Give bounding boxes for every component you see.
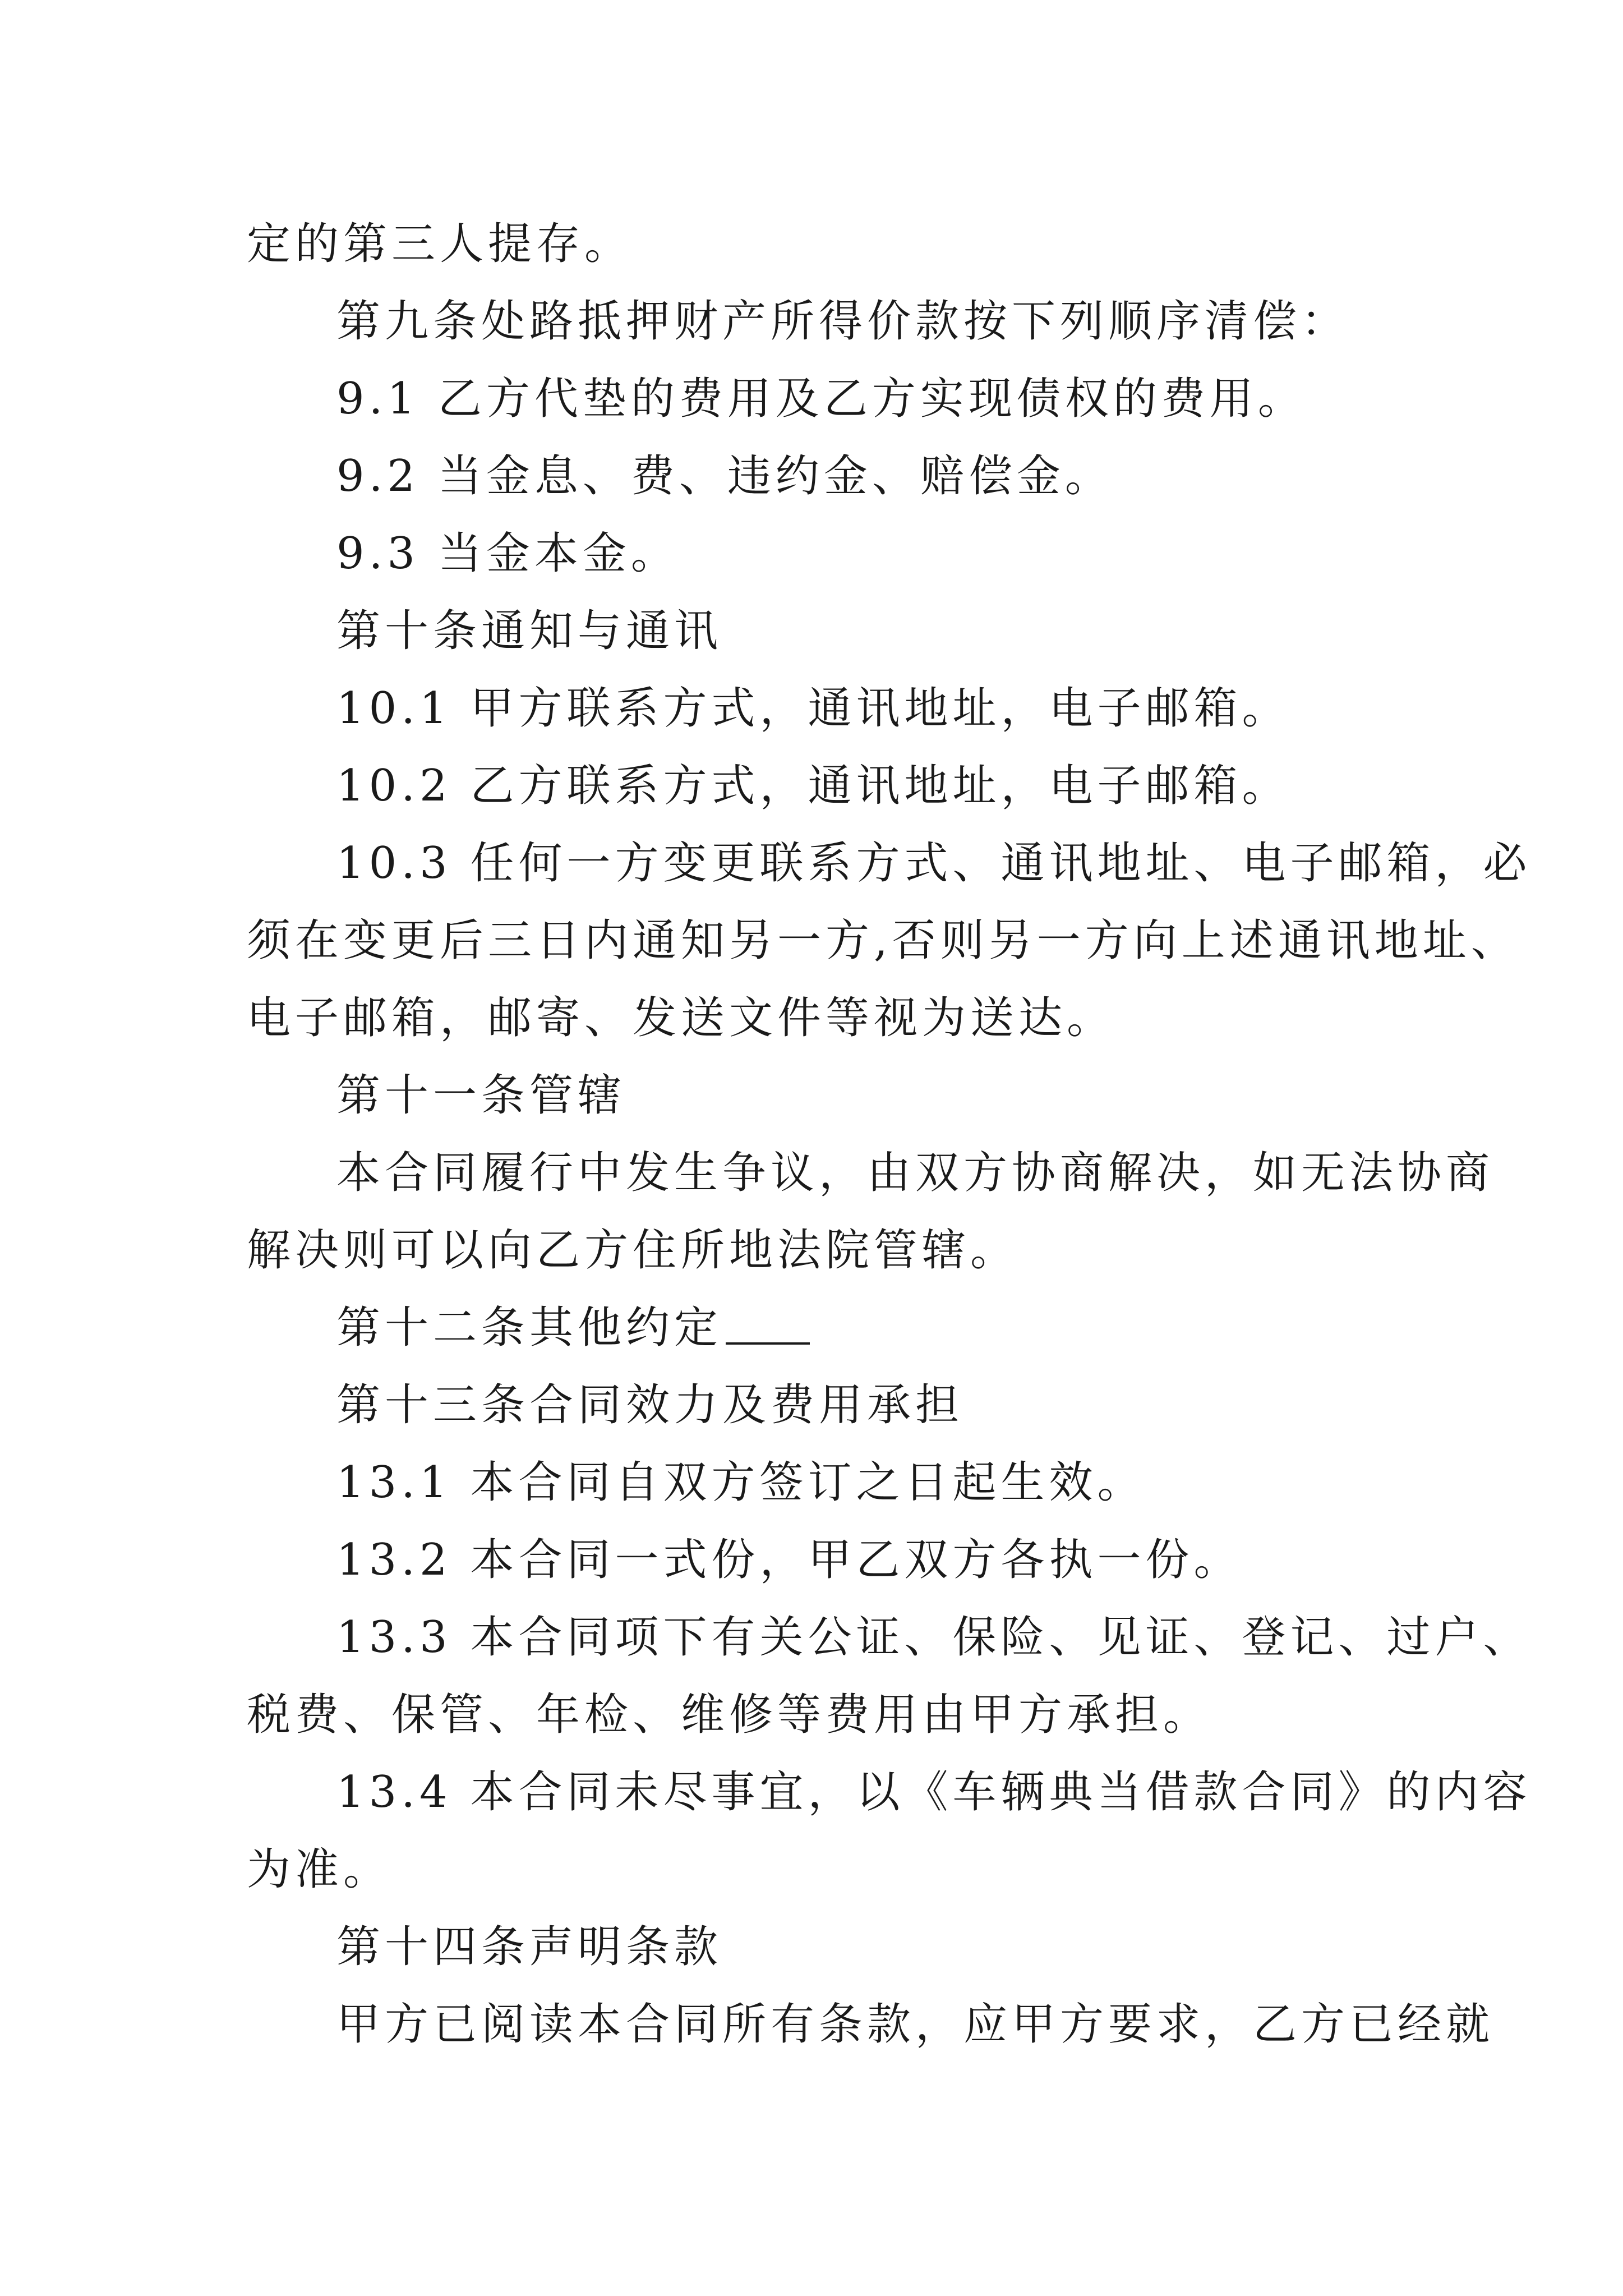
paragraph-line: 税费、保管、年检、维修等费用由甲方承担。 — [247, 1690, 1212, 1740]
article-heading: 第十四条声明条款 — [336, 1922, 723, 1972]
paragraph-line: 解决则可以向乙方住所地法院管辖。 — [247, 1225, 1019, 1276]
article-heading: 第十三条合同效力及费用承担 — [336, 1380, 964, 1430]
paragraph-line: 甲方已阅读本合同所有条款，应甲方要求，乙方已经就 — [336, 1999, 1495, 2050]
paragraph-line: 本合同履行中发生争议，由双方协商解决，如无法协商 — [336, 1148, 1495, 1198]
clause-line: 10.3 任何一方变更联系方式、通讯地址、电子邮箱，必 — [336, 838, 1532, 889]
article-heading: 第十一条管辖 — [336, 1070, 626, 1121]
fill-in-blank — [726, 1342, 810, 1345]
paragraph-line: 须在变更后三日内通知另一方,否则另一方向上述通讯地址、 — [247, 915, 1519, 966]
clause-line: 13.1 本合同自双方签订之日起生效。 — [336, 1457, 1146, 1508]
clause-line: 9.2 当金息、费、违约金、赔偿金。 — [336, 451, 1113, 501]
clause-line: 10.1 甲方联系方式，通讯地址，电子邮箱。 — [336, 683, 1290, 734]
article-heading: 第十条通知与通讯 — [336, 606, 723, 656]
clause-line: 10.2 乙方联系方式，通讯地址，电子邮箱。 — [336, 761, 1290, 811]
paragraph-line: 为准。 — [247, 1844, 392, 1895]
paragraph-line: 电子邮箱，邮寄、发送文件等视为送达。 — [247, 993, 1115, 1043]
paragraph-line: 定的第三人提存。 — [247, 219, 633, 269]
clause-line: 9.3 当金本金。 — [336, 528, 679, 579]
clause-line: 13.4 本合同未尽事宜，以《车辆典当借款合同》的内容 — [336, 1767, 1532, 1818]
clause-line: 9.1 乙方代垫的费用及乙方实现债权的费用。 — [336, 374, 1306, 424]
article-heading: 第九条处路抵押财产所得价款按下列顺序清偿： — [336, 296, 1350, 347]
article-heading-text: 第十二条其他约定 — [336, 1303, 723, 1353]
article-heading-with-blank — [336, 1289, 1396, 1367]
clause-line: 13.2 本合同一式份，甲乙双方各执一份。 — [336, 1535, 1242, 1585]
clause-line: 13.3 本合同项下有关公证、保险、见证、登记、过户、 — [336, 1612, 1532, 1663]
